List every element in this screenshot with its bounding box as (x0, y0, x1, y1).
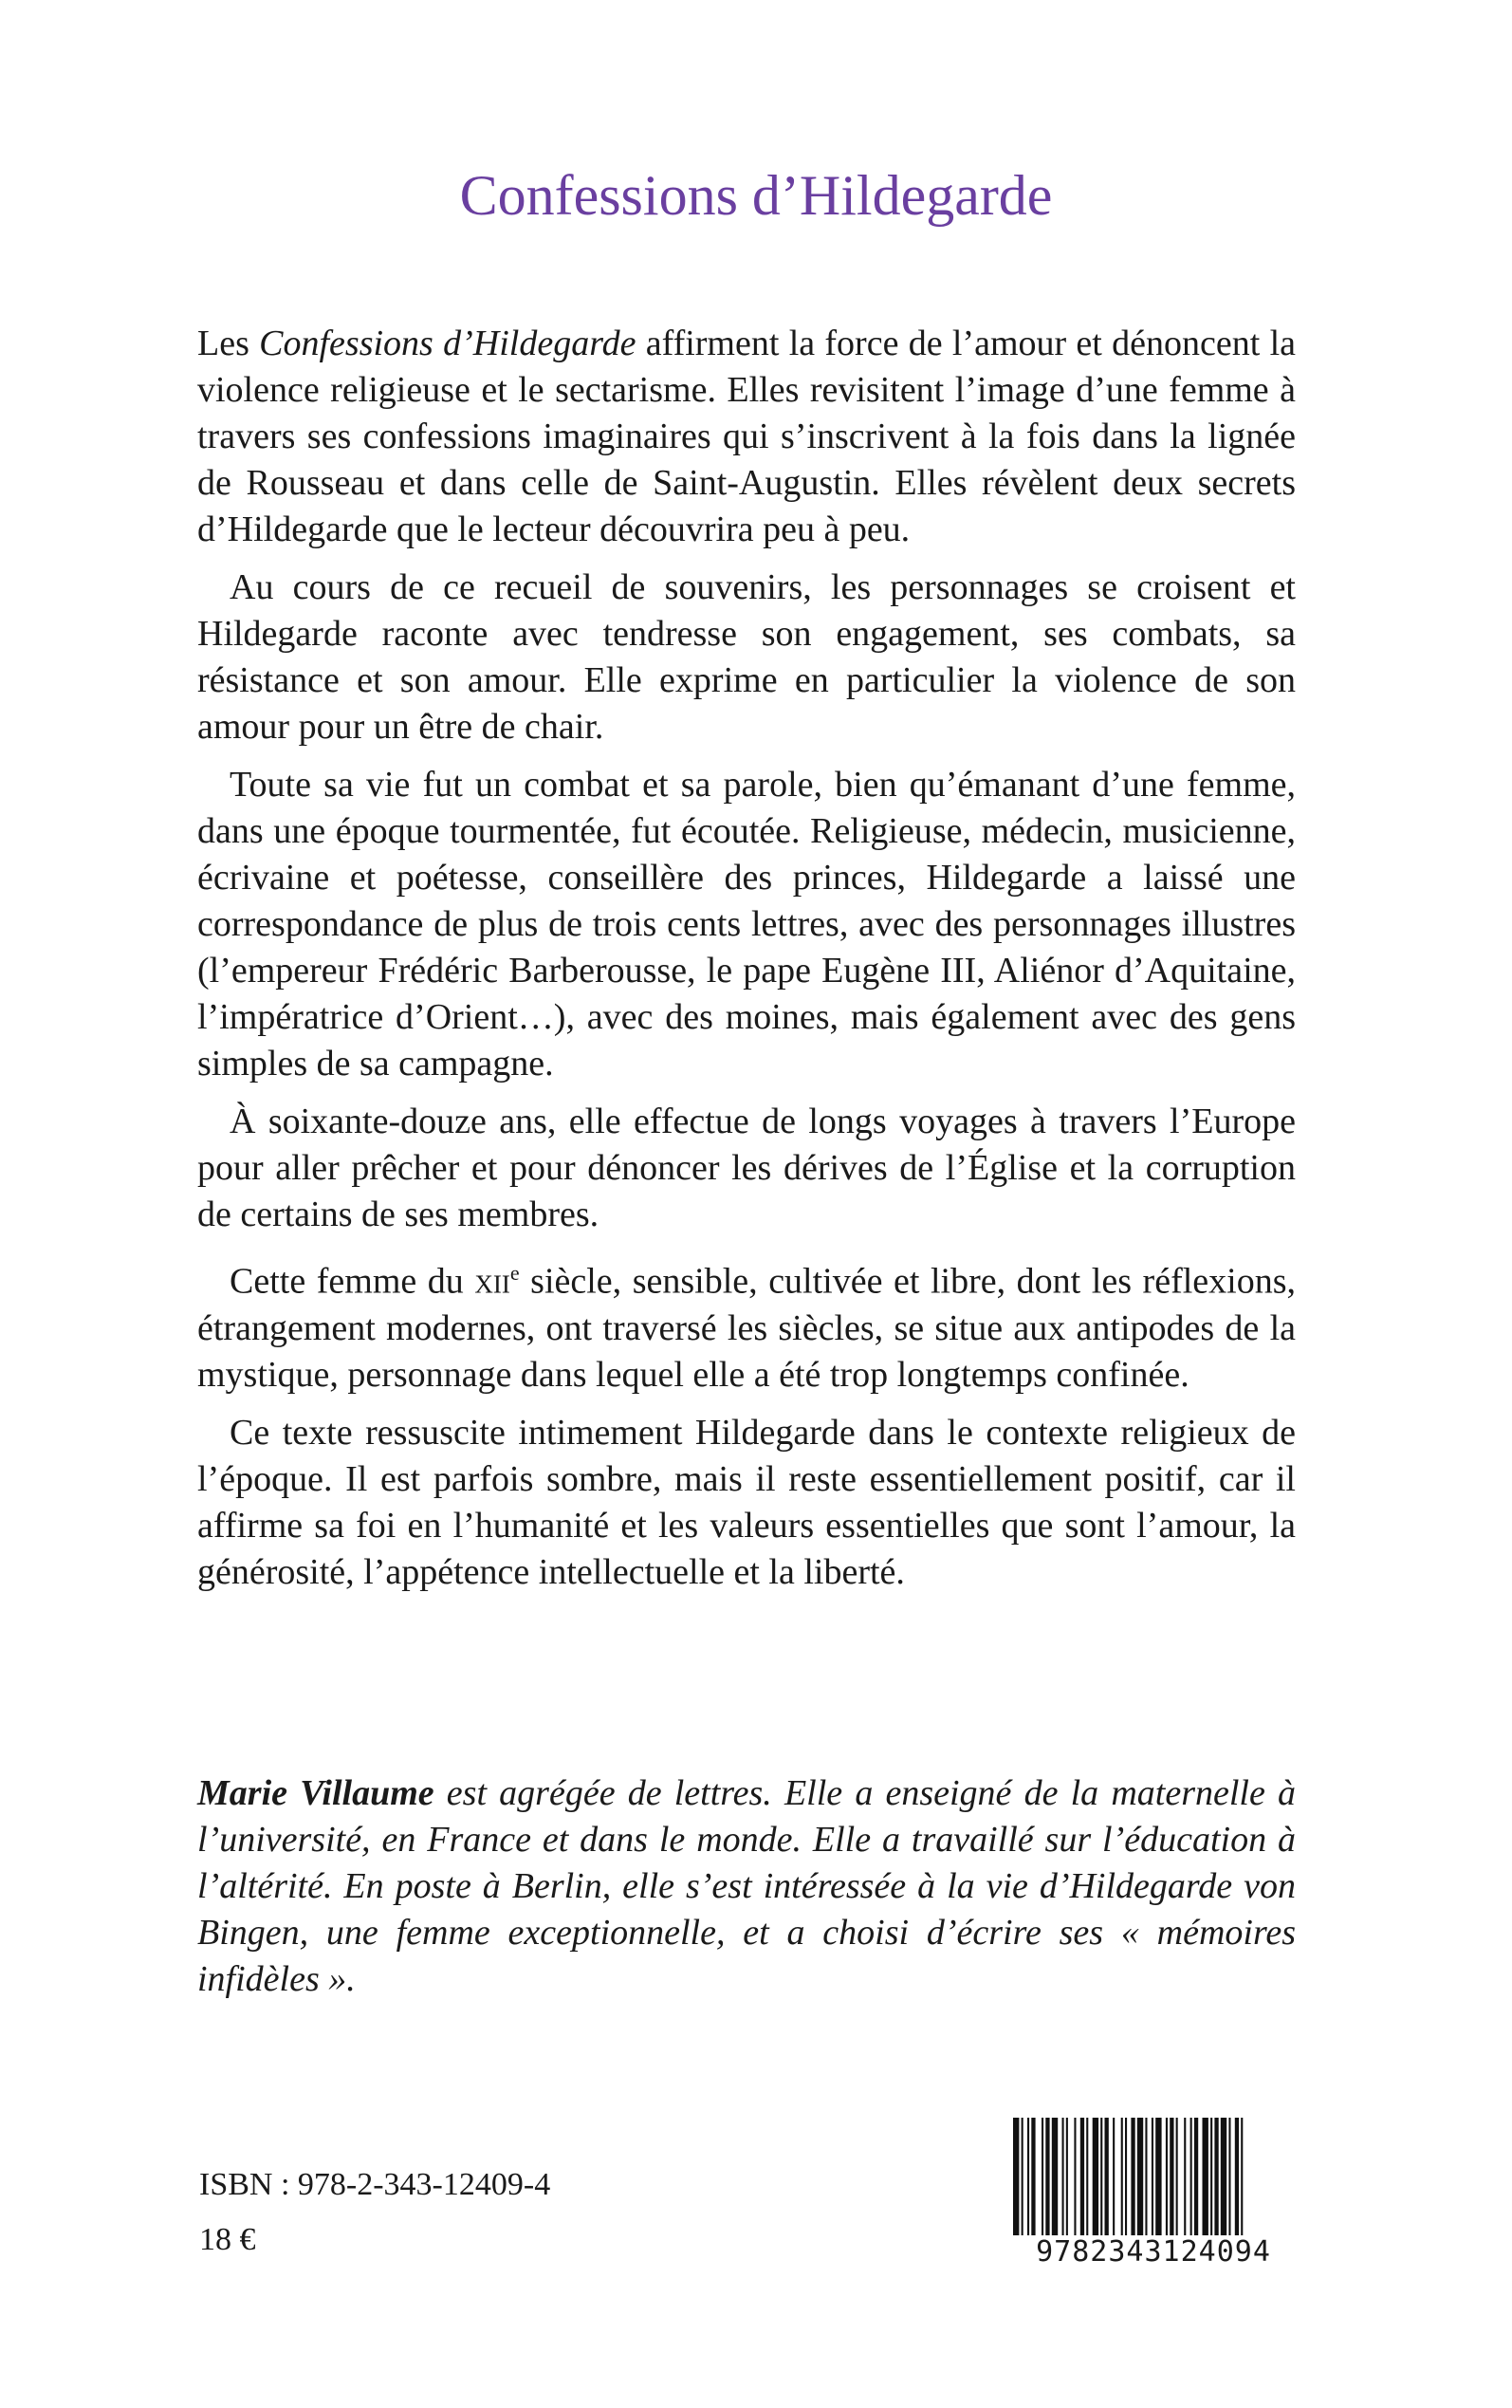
barcode-bar (1062, 2118, 1064, 2235)
book-title: Confessions d’Hildegarde (459, 164, 1053, 227)
barcode-bar (1228, 2118, 1230, 2235)
barcode-bar (1145, 2118, 1147, 2235)
barcode-bar (1235, 2118, 1239, 2235)
barcode-bar (1184, 2118, 1186, 2235)
barcode-bar (1125, 2118, 1127, 2235)
blurb (197, 321, 1296, 1607)
century-numeral: xii (474, 1261, 510, 1302)
barcode-bar (1052, 2118, 1058, 2235)
barcode-bar (1013, 2118, 1019, 2235)
paragraph-1: Les Confessions d’Hildegarde affirment la force de l’amour et dénoncent la violence religieuse et le sectarisme. Elles revisitent l’image d’une femme à travers ses confessions imaginaires qui s’inscrivent à la fois dans la lignée de Rousseau et dans celle de Saint-Augustin. Elles révèlent deux secrets d’Hildegarde que le lecteur découvrira peu à peu. (197, 324, 1296, 549)
barcode-bar (1042, 2118, 1043, 2235)
paragraph-5: Cette femme du xii$^e$ siècle, sensible, cultivée et libre, dont les réflexions, étrangement modernes, ont traversé les siècles, se situe aux antipodes de la mystique, personnage dans lequel elle a été trop longtemps confinée. (197, 1261, 1296, 1395)
barcode-bar (1137, 2118, 1143, 2235)
barcode-bar (1221, 2118, 1226, 2235)
barcode-bar (1045, 2118, 1049, 2235)
book-title-inline: Confessions d’Hildegarde (259, 324, 636, 363)
barcode-bar (1241, 2118, 1243, 2235)
barcode-bar (1214, 2118, 1218, 2235)
barcode-bar (1080, 2118, 1084, 2235)
barcode-bar (1022, 2118, 1023, 2235)
paragraph-4: À soixante-douze ans, elle effectue de longs voyages à travers l’Europe pour aller prêcher et pour dénoncer les dérives de l’Église et la corruption de certains de ses membres. (197, 1102, 1296, 1234)
barcode-bar (1203, 2118, 1208, 2235)
barcode-bar (1027, 2118, 1029, 2235)
barcode-bar (1152, 2118, 1153, 2235)
barcode-bar (1155, 2118, 1161, 2235)
barcode-bar (1074, 2118, 1076, 2235)
barcode-bars (1005, 2118, 1301, 2235)
barcode (1005, 2118, 1301, 2269)
paragraph-3: Toute sa vie fut un combat et sa parole, bien qu’émanant d’une femme, dans une époque tourmentée, fut écoutée. Religieuse, médecin, musicienne, écrivaine et poétesse, conseillère des princes, Hildegarde a laissé une correspondance de plus de trois cents lettres, avec des personnages illustres (l’empereur Frédéric Barberousse, le pape Eugène III, Aliénor d’Aquitaine, l’impératrice d’Orient…), avec des moines, mais également avec des gens simples de sa campagne. (197, 765, 1296, 1084)
barcode-bar (1166, 2118, 1168, 2235)
barcode-bar (1210, 2118, 1212, 2235)
barcode-bar (1105, 2118, 1109, 2235)
isbn: ISBN : 978-2-343-12409-4 (199, 2167, 551, 2202)
barcode-bar (1170, 2118, 1173, 2235)
author-name: Marie Villaume (197, 1773, 434, 1813)
barcode-bar (1190, 2118, 1192, 2235)
paragraph-2: Au cours de ce recueil de souvenirs, les personnages se croisent et Hildegarde raconte avec tendresse son engagement, ses combats, sa résistance et son amour. Elle exprime en particulier la violence de son amour pour un être de chair. (197, 567, 1296, 747)
barcode-bar (1100, 2118, 1102, 2235)
price: 18 € (199, 2222, 256, 2257)
author-bio: Marie Villaume est agrégée de lettres. Elle a enseigné de la maternelle à l’université, en France et dans le monde. Elle a travaillé sur l’éducation à l’altérité. En poste à Berlin, elle s’est intéressée à la vie d’Hildegarde von Bingen, une femme exceptionnelle, et a choisi d’écrire ses « mémoires infidèles ». (197, 1773, 1296, 1999)
barcode-bar (1131, 2118, 1134, 2235)
century-superscript: e (509, 1261, 520, 1285)
barcode-bar (1031, 2118, 1035, 2235)
barcode-bar (1121, 2118, 1123, 2235)
barcode-bar (1086, 2118, 1088, 2235)
paragraph-6: Ce texte ressuscite intimement Hildegarde dans le contexte religieux de l’époque. Il est parfois sombre, mais il reste essentiellement positif, car il affirme sa foi en l’humanité et les valeurs essentielles que sont l’amour, la générosité, l’appétence intellectuelle et la liberté. (197, 1412, 1296, 1592)
barcode-digits: 9782343124094 (1005, 2235, 1301, 2269)
barcode-bar (1176, 2118, 1178, 2235)
barcode-bar (1194, 2118, 1198, 2235)
barcode-bar (1093, 2118, 1098, 2235)
barcode-bar (1066, 2118, 1068, 2235)
barcode-bar (1113, 2118, 1115, 2235)
